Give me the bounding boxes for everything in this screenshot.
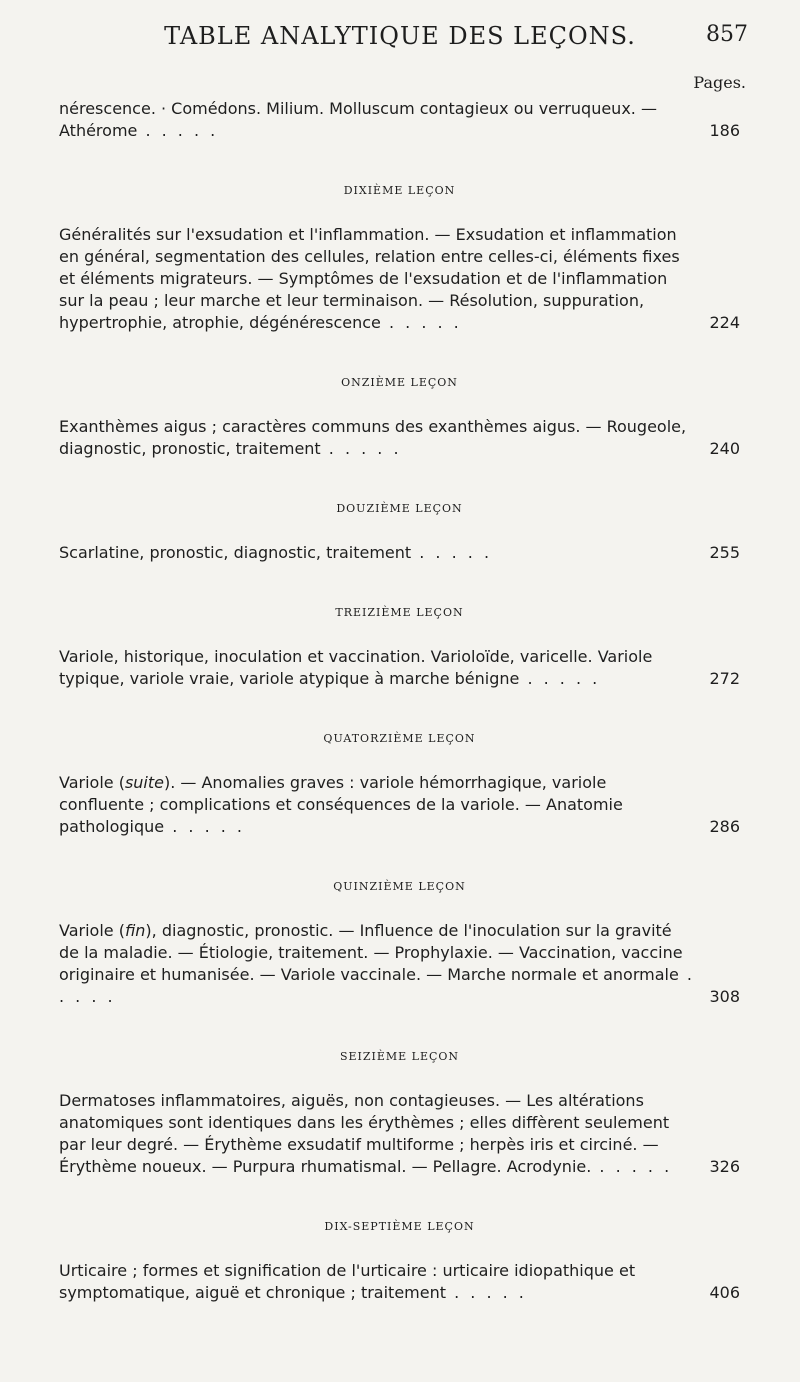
entry-text: ). — Anomalies graves : variole hémorrhagique, variole confluente ; complications et conséquences de la variole. — Anatomie pathologique — [59, 773, 623, 836]
toc-entry — [59, 772, 740, 838]
entry-text: Scarlatine, pronostic, diagnostic, traitement — [59, 543, 412, 562]
entry-text-prefix: Variole ( — [59, 773, 125, 792]
leader-dots: . . . . . — [137, 121, 219, 140]
toc-entry — [59, 646, 740, 690]
entry-page: 308 — [709, 987, 740, 1006]
entry-italic: fin — [124, 921, 146, 940]
toc-entry — [59, 920, 740, 1008]
entry-page: 286 — [709, 817, 740, 836]
entry-page: 224 — [709, 313, 740, 332]
entry-text: Généralités sur l'exsudation et l'inflammation. — Exsudation et inflammation en général, segmentation des cellules, relation entre celles-ci, éléments fixes et éléments migrateurs. — Symptômes de l'exsudation et de l'inflammation sur la peau ; leur marche et leur terminaison. — Résolution, suppuration, hypertrophie, atrophie, dégénérescence — [59, 225, 680, 332]
leader-dots: . . . . . — [164, 817, 245, 836]
entry-page: 326 — [709, 1157, 740, 1176]
entry-page: 272 — [709, 669, 740, 688]
entry-italic: suite — [124, 773, 164, 792]
leader-dots: . . . . . — [380, 313, 462, 332]
leader-dots: . . . . . — [446, 1283, 527, 1302]
leader-dots: . . . . . — [59, 965, 695, 1006]
entry-page: 255 — [709, 543, 740, 562]
lesson-heading: SEIZIÈME LEÇON — [339, 1050, 460, 1063]
entry-page: 186 — [709, 121, 740, 140]
lesson-heading: TREIZIÈME LEÇON — [335, 606, 464, 619]
lesson-heading: ONZIÈME LEÇON — [341, 376, 458, 389]
entry-text: nérescence. · Comédons. Milium. Molluscum contagieux ou verruqueux. — Athérome — [59, 99, 657, 140]
pages-column-label: Pages. — [693, 73, 746, 92]
toc-entry — [59, 1090, 740, 1178]
lesson-heading: QUINZIÈME LEÇON — [333, 880, 466, 893]
entry-page: 406 — [709, 1283, 740, 1302]
lesson-heading: DIXIÈME LEÇON — [343, 184, 456, 197]
entry-text: Urticaire ; formes et signification de l'urticaire : urticaire idiopathique et symptomatique, aiguë et chronique ; traitement — [59, 1261, 636, 1302]
toc-entry — [59, 98, 740, 142]
entry-page: 240 — [709, 439, 740, 458]
lesson-heading: QUATORZIÈME LEÇON — [323, 732, 476, 745]
toc-entry — [59, 1260, 740, 1304]
entry-text: Variole, historique, inoculation et vaccination. Varioloïde, varicelle. Variole typique, variole vraie, variole atypique à marche bénigne — [59, 647, 653, 688]
entry-text: ), diagnostic, pronostic. — Influence de l'inoculation sur la gravité de la maladie. — Étiologie, traitement. — Prophylaxie. — Vaccination, vaccine originaire et humanisée. — Variole vaccinale. — Marche normale et anormale — [59, 921, 683, 984]
leader-dots: . . . . . — [320, 439, 402, 458]
leader-dots: . . . . . — [411, 543, 493, 562]
toc-entry — [59, 416, 740, 460]
lesson-heading: DOUZIÈME LEÇON — [336, 502, 463, 515]
entry-text: Exanthèmes aigus ; caractères communs des exanthèmes aigus. — Rougeole, diagnostic, pronostic, traitement — [59, 417, 687, 458]
page-number: 857 — [706, 22, 748, 47]
entry-text: Dermatoses inflammatoires, aiguës, non contagieuses. — Les altérations anatomiques sont identiques dans les érythèmes ; elles diffèrent seulement par leur degré. — Érythème exsudatif multiforme ; herpès iris et circiné. — Érythème noueux. — Purpura rhumatismal. — Pellagre. Acrodynie. — [59, 1091, 670, 1176]
running-header: TABLE ANALYTIQUE DES LEÇONS. — [164, 22, 636, 50]
leader-dots: . . . . . — [591, 1157, 673, 1176]
table-of-contents — [59, 98, 740, 1304]
lesson-heading: DIX-SEPTIÈME LEÇON — [324, 1220, 475, 1233]
toc-entry — [59, 542, 740, 564]
toc-entry — [59, 224, 740, 334]
leader-dots: . . . . . — [519, 669, 601, 688]
entry-text-prefix: Variole ( — [59, 921, 125, 940]
